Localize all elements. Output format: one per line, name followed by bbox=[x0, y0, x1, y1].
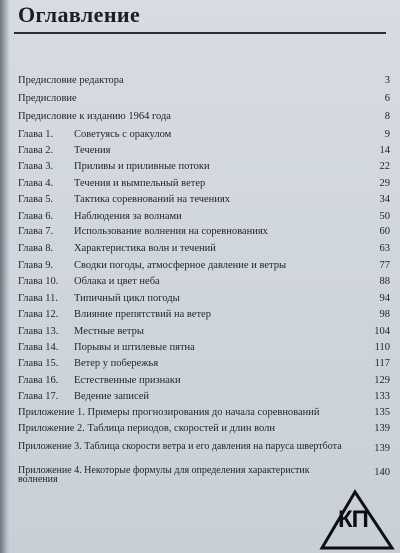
toc-entry-title: Течения и вымпельный ветер bbox=[74, 178, 206, 189]
toc-entry bbox=[18, 144, 390, 158]
logo-text: КП bbox=[338, 506, 368, 533]
toc-page-number: 60 bbox=[379, 226, 390, 237]
toc-chapter-label: Глава 7. bbox=[18, 226, 54, 237]
toc-page-number: 3 bbox=[384, 75, 390, 86]
toc-page-number: 139 bbox=[374, 423, 390, 434]
toc-entry-title: Предисловие bbox=[18, 93, 77, 104]
toc-entry-title: Советуясь с оракулом bbox=[74, 129, 172, 140]
toc-chapter-label: Глава 6. bbox=[18, 211, 54, 222]
toc-chapter-label: Глава 5. bbox=[18, 194, 54, 205]
toc-entry-title: Использование волнения на соревнованиях bbox=[74, 226, 268, 237]
toc-entry bbox=[18, 210, 390, 224]
toc-page-number: 14 bbox=[379, 145, 390, 156]
toc-entry bbox=[18, 177, 390, 191]
toc-page-number: 34 bbox=[379, 194, 390, 205]
toc-chapter-label: Глава 16. bbox=[18, 375, 59, 386]
toc-page-number: 29 bbox=[379, 178, 390, 189]
toc-chapter-label: Глава 9. bbox=[18, 260, 54, 271]
toc-entry bbox=[18, 422, 390, 436]
toc-chapter-label: Глава 14. bbox=[18, 342, 59, 353]
toc-entry-title: Влияние препятствий на ветер bbox=[74, 309, 211, 320]
toc-chapter-label: Глава 3. bbox=[18, 161, 54, 172]
toc-page-number: 139 bbox=[374, 443, 390, 454]
toc-entry-title: Приложение 2. Таблица периодов, скоростей и длин волн bbox=[18, 423, 275, 434]
toc-entry-title: Приливы и приливные потоки bbox=[74, 161, 210, 172]
toc-page-number: 129 bbox=[374, 375, 390, 386]
toc-entry-title: Предисловие редактора bbox=[18, 75, 124, 86]
toc-entry bbox=[18, 242, 390, 256]
toc-entry bbox=[18, 160, 390, 174]
toc-entry-title: Порывы и штилевые пятна bbox=[74, 342, 195, 353]
toc-page-number: 63 bbox=[379, 243, 390, 254]
toc-entry-title: Характеристика волн и течений bbox=[74, 243, 216, 254]
toc-page-number: 140 bbox=[374, 467, 390, 478]
toc-page-number: 50 bbox=[379, 211, 390, 222]
toc-page-number: 133 bbox=[374, 391, 390, 402]
toc-entry-title: Приложение 3. Таблица скорости ветра и его давления на паруса швертбота bbox=[18, 441, 342, 452]
watermark-logo bbox=[312, 488, 398, 550]
toc-entry-title: Местные ветры bbox=[74, 326, 144, 337]
toc-chapter-label: Глава 15. bbox=[18, 358, 59, 369]
toc-entry-title: Предисловие к изданию 1964 года bbox=[18, 111, 171, 122]
toc-entry-title: Тактика соревнований на течениях bbox=[74, 194, 230, 205]
toc-entry bbox=[18, 292, 390, 306]
toc-entry-title: Приложение 1. Примеры прогнозирования до начала соревнований bbox=[18, 407, 320, 418]
toc-entry bbox=[18, 225, 390, 239]
toc-entry bbox=[18, 259, 390, 273]
toc-chapter-label: Глава 4. bbox=[18, 178, 54, 189]
toc-chapter-label: Глава 12. bbox=[18, 309, 59, 320]
toc-entry-title: Ведение записей bbox=[74, 391, 150, 402]
toc-entry bbox=[18, 374, 390, 388]
toc-entry bbox=[18, 74, 390, 88]
toc-entry bbox=[18, 406, 390, 420]
toc-chapter-label: Глава 11. bbox=[18, 293, 59, 304]
toc-entry-title: Приложение 4. Некоторые формулы для определения характеристик волнения bbox=[18, 465, 310, 485]
toc-page-number: 117 bbox=[374, 358, 390, 369]
toc-entry-title: Естественные признаки bbox=[74, 375, 181, 386]
toc-chapter-label: Глава 8. bbox=[18, 243, 54, 254]
toc-entry-title: Течения bbox=[74, 145, 111, 156]
toc-chapter-label: Глава 1. bbox=[18, 129, 54, 140]
toc-page-number: 9 bbox=[384, 129, 390, 140]
page-title: Оглавление bbox=[18, 2, 141, 27]
toc-entry-title: Наблюдения за волнами bbox=[74, 211, 182, 222]
toc-chapter-label: Глава 10. bbox=[18, 276, 59, 287]
toc-page-number: 8 bbox=[384, 111, 390, 122]
toc-entry bbox=[18, 275, 390, 289]
toc-entry bbox=[18, 390, 390, 404]
toc-entry bbox=[18, 325, 390, 339]
toc-page-number: 77 bbox=[379, 260, 390, 271]
toc-page-number: 22 bbox=[379, 161, 390, 172]
toc-chapter-label: Глава 2. bbox=[18, 145, 54, 156]
toc-entry bbox=[18, 465, 390, 485]
toc-entry bbox=[18, 110, 390, 124]
toc-page-number: 135 bbox=[374, 407, 390, 418]
toc-chapter-label: Глава 17. bbox=[18, 391, 59, 402]
toc-entry-title: Ветер у побережья bbox=[74, 358, 159, 369]
toc-page-number: 110 bbox=[374, 342, 390, 353]
toc-page-number: 98 bbox=[379, 309, 390, 320]
toc-entry bbox=[18, 92, 390, 106]
toc-page-number: 94 bbox=[379, 293, 390, 304]
toc-page-number: 6 bbox=[384, 93, 390, 104]
toc-entry bbox=[18, 341, 390, 355]
toc-chapter-label: Глава 13. bbox=[18, 326, 59, 337]
toc-entry-title: Типичный цикл погоды bbox=[74, 293, 180, 304]
toc-entry bbox=[18, 128, 390, 142]
toc-entry bbox=[18, 308, 390, 322]
toc-page-number: 88 bbox=[379, 276, 390, 287]
toc-entry bbox=[18, 193, 390, 207]
toc-page-number: 104 bbox=[374, 326, 390, 337]
toc-entry bbox=[18, 357, 390, 371]
toc-entry bbox=[18, 442, 390, 456]
toc-entry-title: Облака и цвет неба bbox=[74, 276, 160, 287]
toc-entry-title: Сводки погоды, атмосферное давление и ветры bbox=[74, 260, 287, 271]
